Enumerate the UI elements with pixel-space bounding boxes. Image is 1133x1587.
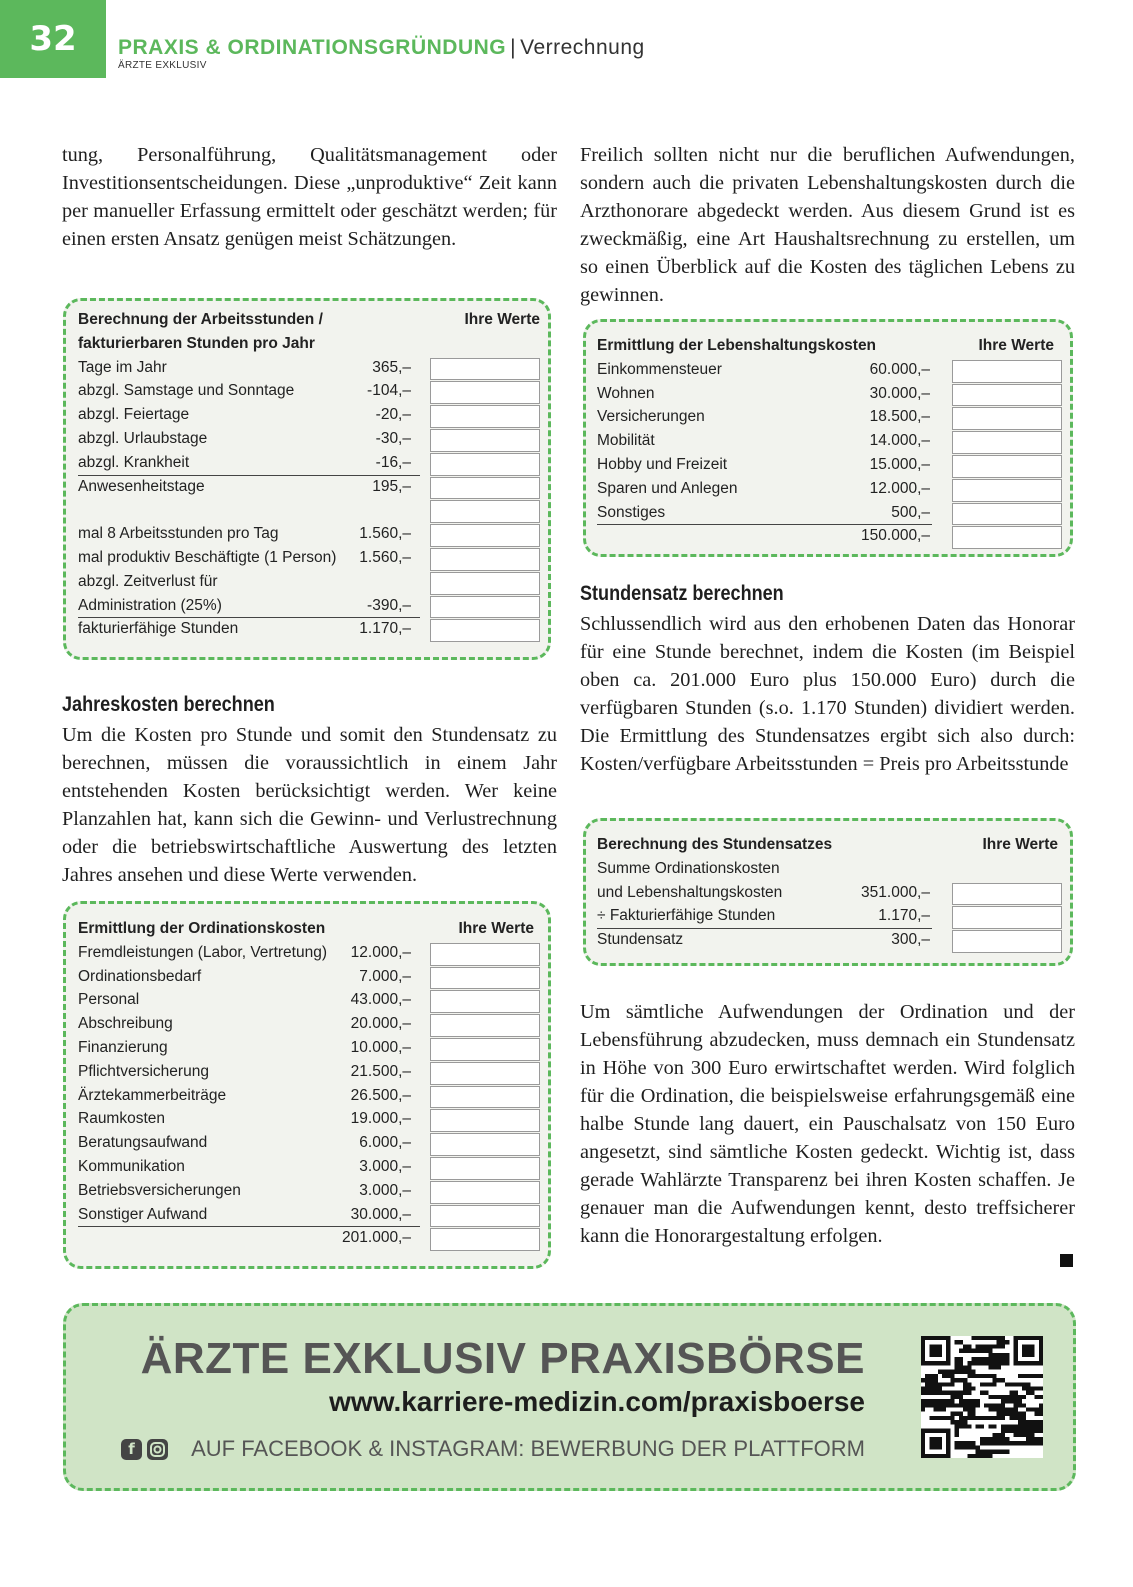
table-title [66,918,548,942]
your-value-input[interactable] [430,990,540,1013]
your-value-input[interactable] [430,1062,540,1085]
row-label: Betriebsversicherungen [78,1181,241,1199]
row-value: 10.000,– [350,1039,411,1056]
your-values-header: Ihre Werte [978,337,1054,354]
row-label: Sonstiges [597,503,666,521]
your-value-input[interactable] [430,1086,540,1109]
row-label: abzgl. Zeitverlust für [78,572,218,590]
living-costs-table [583,319,1073,557]
your-value-input[interactable] [952,479,1062,502]
your-value-input[interactable] [952,526,1062,549]
row-label: ÷ Fakturierfähige Stunden [597,907,776,925]
your-value-input[interactable] [430,524,540,547]
your-value-input[interactable] [952,431,1062,454]
row-value: 12.000,– [350,943,411,961]
row-value: 20.000,– [350,1015,411,1033]
social-icons [121,1439,168,1460]
jahreskosten-heading: Jahreskosten berechnen [62,693,275,716]
your-value-input[interactable] [430,358,540,381]
banner-social-text: AUF FACEBOOK & INSTAGRAM: BEWERBUNG DER PLATTFORM [191,1436,865,1461]
row-value: 1.170,– [359,620,411,638]
your-value-input[interactable] [430,1014,540,1037]
your-value-input[interactable] [430,429,540,452]
your-value-input[interactable] [430,453,540,476]
your-value-input[interactable] [952,455,1062,478]
row-value: 30.000,– [869,384,930,402]
table-title-text: Berechnung des Stundensatzes [597,836,833,853]
row-label: abzgl. Urlaubstage [78,430,208,447]
row-label: fakturierfähige Stunden [78,620,239,638]
your-value-input[interactable] [430,1038,540,1061]
row-label: Tage im Jahr [78,358,167,376]
row-label: Hobby und Freizeit [597,456,728,473]
page-number: 32 [0,0,106,78]
table-title-text: Ermittlung der Lebenshaltungskosten [597,337,877,354]
row-value: -30,– [375,430,411,447]
row-value: 21.500,– [350,1062,411,1080]
row-value: -16,– [375,453,411,471]
your-value-input[interactable] [430,1228,540,1251]
row-label: Summe Ordinationskosten [597,859,780,877]
row-label: Ordinationsbedarf [78,967,202,985]
row-value: 1.560,– [359,525,411,543]
row-label: und Lebenshaltungskosten [597,883,783,901]
stundensatz-paragraph: Schlussendlich wird aus den erhobenen Daten das Honorar für eine Stunde berechnet, indem die Kosten (im Beispiel oben ca. 201.000 Euro plus 150.000 Euro) durch die verfügbaren Stunden (s.o. 1.170 Stunden) dividiert werden. Die Ermittlung des Stundensatzes ergibt sich also durch: Kosten/verfügbare Arbeitsstunden = Preis pro Arbeitsstunde [580,613,1075,775]
your-values-header: Ihre Werte [458,920,534,937]
your-value-input[interactable] [430,619,540,642]
your-value-input[interactable] [952,384,1062,407]
your-value-input[interactable] [430,381,540,404]
your-value-input[interactable] [952,906,1062,929]
article-end-mark [1060,1254,1073,1267]
your-value-input[interactable] [952,883,1062,906]
header-separator: | [510,36,517,59]
hours-table [63,298,551,660]
your-value-input[interactable] [430,405,540,428]
your-value-input[interactable] [952,407,1062,430]
row-label: Abschreibung [78,1015,173,1033]
row-value: 3.000,– [359,1158,411,1175]
row-label: Wohnen [597,384,655,402]
section-title-text: PRAXIS & ORDINATIONSGRÜNDUNG [118,36,507,59]
row-label: mal 8 Arbeitsstunden pro Tag [78,525,279,543]
jahreskosten-paragraph: Um die Kosten pro Stunde und somit den Stundensatz zu berechnen, müssen die voraussichtlich in einem Jahr entstehenden Kosten berücksichtigt werden. Wer keine Planzahlen hat, kann sich die Gewinn- und Verlustrechnung oder die betriebswirtschaftliche Auswertung des letzten Jahres ansehen und diese Werte verwenden. [62,724,557,886]
row-label: Finanzierung [78,1039,168,1056]
row-label: Versicherungen [597,408,705,426]
table-title-text: Berechnung der Arbeitsstunden / [78,311,323,328]
row-label: Raumkosten [78,1110,166,1128]
row-value: 26.500,– [350,1086,411,1104]
row-value: 30.000,– [350,1205,411,1223]
row-value: 43.000,– [350,991,411,1009]
total-value: 150.000,– [861,527,930,545]
your-values-header: Ihre Werte [464,311,540,328]
your-value-input[interactable] [430,500,540,523]
table-title [66,309,548,333]
row-value: 7.000,– [359,967,411,985]
row-label: abzgl. Samstage und Sonntage [78,382,295,400]
your-value-input[interactable] [430,548,540,571]
total-value: 201.000,– [342,1229,411,1247]
your-value-input[interactable] [430,1181,540,1204]
qr-code-icon[interactable] [921,1336,1043,1458]
row-label: Mobilität [597,432,655,450]
your-value-input[interactable] [430,1205,540,1228]
table-title [586,834,1070,858]
row-value: 12.000,– [869,479,930,497]
your-value-input[interactable] [430,1157,540,1180]
row-value: 300,– [891,931,930,949]
your-value-input[interactable] [430,1109,540,1132]
row-value: 60.000,– [869,360,930,378]
banner-title: ÄRZTE EXKLUSIV PRAXISBÖRSE [140,1334,865,1383]
section-title [118,36,645,60]
your-value-input[interactable] [430,572,540,595]
row-value: 6.000,– [359,1134,411,1152]
hourly-rate-table [583,818,1073,966]
table-title-text: fakturierbaren Stunden pro Jahr [78,334,315,352]
row-value: 195,– [372,477,411,495]
table-title [586,335,1070,359]
your-value-input[interactable] [952,503,1062,526]
row-value: 1.560,– [359,549,411,566]
row-label: Stundensatz [597,931,684,949]
facebook-icon[interactable]: f [121,1439,142,1460]
row-value: 1.170,– [878,907,930,925]
row-label: Sonstiger Aufwand [78,1205,208,1223]
magazine-name: ÄRZTE EXKLUSIV [118,60,207,71]
row-label: Kommunikation [78,1158,185,1175]
your-value-input[interactable] [430,596,540,619]
row-label: Administration (25%) [78,596,222,614]
row-label: Pflichtversicherung [78,1062,209,1080]
row-label: Ärztekammerbeiträge [78,1086,227,1104]
left-intro-paragraph: tung, Personalführung, Qualitätsmanagement oder Investitionsentscheidungen. Diese „unproduktive“ Zeit kann per manueller Erfassung ermittelt oder geschätzt werden; für einen ersten Ansatz genügen meist Schätzungen. [62,144,557,250]
row-value: 365,– [372,358,411,376]
row-label: Personal [78,991,140,1009]
instagram-icon[interactable] [147,1439,168,1460]
row-label: Anwesenheitstage [78,477,205,495]
row-value: -104,– [367,382,411,400]
row-value: 19.000,– [350,1110,411,1128]
row-value: -20,– [375,406,411,424]
row-value: 3.000,– [359,1181,411,1199]
subsection-title: Verrechnung [520,36,645,59]
row-value: -390,– [367,596,411,614]
praxisboerse-banner [63,1303,1076,1491]
table-row [586,858,1070,882]
row-label: Einkommensteuer [597,360,722,378]
table-title [66,333,548,357]
row-value: 351.000,– [861,883,930,901]
closing-paragraph: Um sämtliche Aufwendungen der Ordination und der Lebensführung abzudecken, muss demnach ein Stundensatz in Höhe von 300 Euro erwirtschaftet werden. Wird folglich für die Ordination, die beispielsweise erfahrungsgemäß eine halbe Stunde lang dauert, ein Pauschalsatz von 150 Euro angesetzt, sind sämtliche Kosten gedeckt. Wichtig ist, dass gerade Wahlärzte Transparenz bei ihren Kosten schaffen. Je genauer man die Aufwendungen kennt, desto treffsicherer kann die Honorargestaltung erfolgen. [580,1001,1075,1247]
row-label: Fremdleistungen (Labor, Vertretung) [78,943,327,961]
row-label: mal produktiv Beschäftigte (1 Person) [78,549,337,566]
stundensatz-heading: Stundensatz berechnen [580,582,784,605]
your-value-input[interactable] [430,967,540,990]
your-value-input[interactable] [430,943,540,966]
your-value-input[interactable] [430,477,540,500]
your-value-input[interactable] [952,930,1062,953]
row-value: 14.000,– [869,432,930,450]
banner-url-link[interactable]: www.karriere-medizin.com/praxisboerse [329,1386,865,1417]
table-title-text: Ermittlung der Ordinationskosten [78,920,326,937]
your-value-input[interactable] [952,360,1062,383]
row-label: Beratungsaufwand [78,1134,208,1152]
right-intro-paragraph: Freilich sollten nicht nur die beruflichen Aufwendungen, sondern auch die privaten Lebenshaltungskosten durch die Arzthonorare abgedeckt werden. Aus diesem Grund ist es zweckmäßig, eine Art Haushaltsrechnung zu erstellen, um so einen Überblick auf die Kosten des täglichen Lebens zu gewinnen. [580,144,1075,306]
your-value-input[interactable] [430,1133,540,1156]
row-label: abzgl. Feiertage [78,406,190,424]
ordination-costs-table [63,901,551,1269]
row-value: 500,– [891,503,930,521]
your-values-header: Ihre Werte [982,836,1058,853]
row-label: Sparen und Anlegen [597,479,738,497]
row-value: 18.500,– [869,408,930,426]
row-label: abzgl. Krankheit [78,453,190,471]
row-value: 15.000,– [869,456,930,473]
